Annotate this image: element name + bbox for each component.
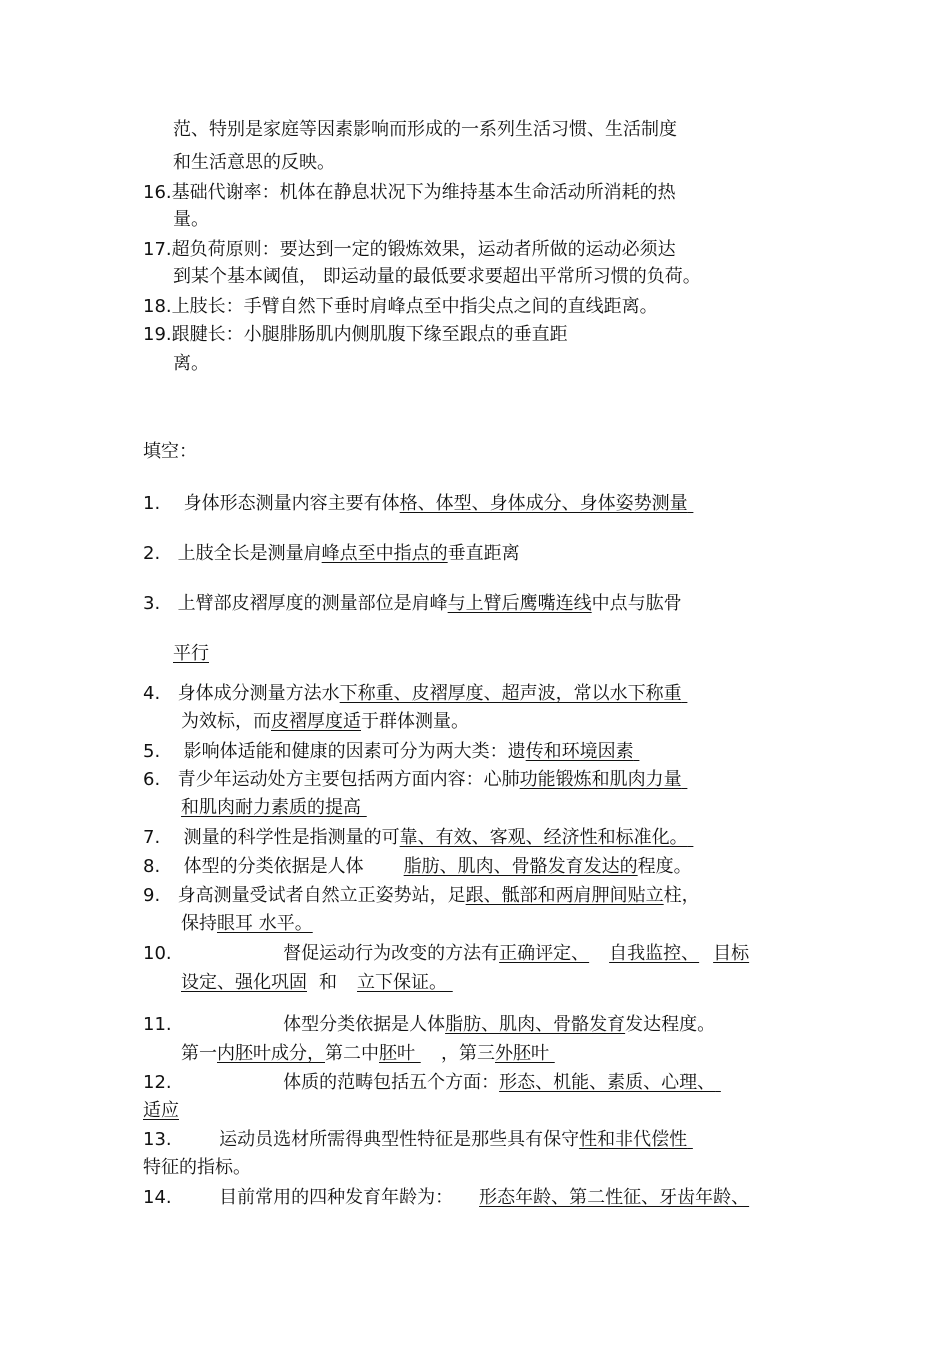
question-6 bbox=[143, 768, 730, 792]
question-text-end: 垂直距离 bbox=[447, 543, 520, 564]
question-text: 为效标，而 bbox=[181, 711, 271, 732]
question-number: 12. bbox=[143, 1072, 172, 1093]
question-text-end: 中点与肱骨 bbox=[591, 593, 682, 614]
answer-text: 眼耳 水平。 bbox=[217, 913, 313, 934]
answer-text: 跟、骶部和两肩胛间贴立 bbox=[465, 885, 664, 906]
definition-15-continuation: 和生活意思的反映。 bbox=[173, 152, 335, 173]
question-text-end: 于群体测量。 bbox=[361, 711, 469, 732]
question-text: 青少年运动处方主要包括两方面内容：心肺 bbox=[177, 769, 520, 790]
question-number: 6. bbox=[143, 769, 161, 790]
question-text: 体质的范畴包括五个方面： bbox=[283, 1072, 500, 1093]
question-3 bbox=[143, 592, 682, 616]
question-text-end: 发达程度。 bbox=[625, 1014, 716, 1035]
definition-15-continuation: 范、特别是家庭等因素影响而形成的一系列生活习惯、生活制度 bbox=[173, 119, 677, 140]
question-text: 身体形态测量内容主要有体 bbox=[183, 493, 400, 514]
question-1 bbox=[143, 492, 724, 516]
answer-text: 胚叶 bbox=[379, 1043, 415, 1064]
answer-text: 下称重、皮褶厚度、超声波，常以水下称重 bbox=[339, 683, 682, 704]
answer-text: 目标 bbox=[713, 943, 750, 964]
answer-text: 功能锻炼和肌肉力量 bbox=[519, 769, 682, 790]
answer-text: 脂肪、肌肉、骨骼发育发达的 bbox=[403, 856, 638, 877]
answer-text: 性和非代偿性 bbox=[579, 1129, 688, 1150]
question-number: 4. bbox=[143, 683, 161, 704]
question-text: 上肢全长是测量肩 bbox=[177, 543, 322, 564]
question-number: 10. bbox=[143, 943, 172, 964]
answer-text: 外胚叶 bbox=[495, 1043, 549, 1064]
definition-17: 17.超负荷原则：要达到一定的锻炼效果，运动者所做的运动必须达 bbox=[143, 239, 676, 260]
question-9-line2 bbox=[181, 912, 313, 936]
question-text: 身高测量受试者自然立正姿势站，足 bbox=[177, 885, 466, 906]
question-13 bbox=[143, 1128, 715, 1152]
question-text: 影响体适能和健康的因素可分为两大类：遗 bbox=[183, 741, 526, 762]
question-text: 身体成分测量方法水 bbox=[177, 683, 340, 704]
answer-text: 立下保证。 bbox=[357, 972, 447, 993]
answer-text: 正确评定、 bbox=[499, 943, 590, 964]
question-12 bbox=[143, 1071, 735, 1095]
answer-text: 自我监控、 bbox=[609, 943, 700, 964]
question-14 bbox=[143, 1186, 749, 1210]
question-number: 9. bbox=[143, 885, 161, 906]
question-text-end: 程度。 bbox=[637, 856, 692, 877]
question-text: 体型的分类依据是人体 bbox=[183, 856, 364, 877]
question-7 bbox=[143, 826, 712, 850]
question-number: 14. bbox=[143, 1187, 172, 1208]
answer-text: 和肌肉耐力素质的提高 bbox=[181, 797, 361, 818]
question-2 bbox=[143, 542, 520, 566]
question-number: 13. bbox=[143, 1129, 172, 1150]
answer-text: 形态、机能、素质、心理、 bbox=[499, 1072, 716, 1093]
question-6-line2 bbox=[181, 796, 373, 820]
question-text: 测量的科学性是指测量的可 bbox=[183, 827, 400, 848]
definition-19: 19.跟腱长：小腿腓肠肌内侧肌腹下缘至跟点的垂直距 bbox=[143, 324, 568, 345]
question-text: 上臂部皮褶厚度的测量部位是肩峰 bbox=[177, 593, 448, 614]
answer-text: 皮褶厚度适 bbox=[271, 711, 361, 732]
question-4-line2 bbox=[181, 710, 469, 734]
answer-text: 形态年龄、第二性征、牙齿年龄、 bbox=[479, 1187, 750, 1208]
answer-text: 脂肪、肌肉、骨骼发育 bbox=[445, 1014, 626, 1035]
question-text: 第一 bbox=[181, 1043, 217, 1064]
question-number: 11. bbox=[143, 1014, 172, 1035]
definition-18: 18.上肢长：手臂自然下垂时肩峰点至中指尖点之间的直线距离。 bbox=[143, 296, 658, 317]
question-9 bbox=[143, 884, 700, 908]
answer-text-line2: 适应 bbox=[143, 1100, 179, 1121]
question-8 bbox=[143, 855, 692, 879]
answer-text: 峰点至中指点的 bbox=[321, 543, 448, 564]
answer-text: 传和环境因素 bbox=[525, 741, 634, 762]
question-5 bbox=[143, 740, 670, 764]
answer-text: 与上臂后鹰嘴连线 bbox=[447, 593, 592, 614]
question-10-line2 bbox=[181, 971, 459, 995]
question-13-line2: 特征的指标。 bbox=[143, 1157, 251, 1178]
question-number: 8. bbox=[143, 856, 161, 877]
answer-text: 内胚叶成分， bbox=[217, 1043, 325, 1064]
question-number: 3. bbox=[143, 593, 161, 614]
section-heading: 填空： bbox=[143, 441, 197, 462]
question-text: 保持 bbox=[181, 913, 217, 934]
answer-text: 靠、有效、客观、经济性和标准化。 bbox=[399, 827, 688, 848]
answer-text: 设定、强化巩固 bbox=[181, 972, 307, 993]
question-text: 和 bbox=[319, 972, 337, 993]
question-number: 2. bbox=[143, 543, 161, 564]
question-11 bbox=[143, 1013, 715, 1037]
answer-text-line2: 平行 bbox=[173, 643, 209, 664]
definition-16-cont: 量。 bbox=[173, 209, 209, 230]
question-text: ，第三 bbox=[441, 1043, 495, 1064]
question-text: 体型分类依据是人体 bbox=[283, 1014, 446, 1035]
question-11-line2 bbox=[181, 1042, 561, 1066]
question-text: 运动员选材所需得典型性特征是那些具有保守 bbox=[219, 1129, 580, 1150]
question-number: 7. bbox=[143, 827, 161, 848]
question-4 bbox=[143, 682, 730, 706]
question-number: 1. bbox=[143, 493, 161, 514]
question-number: 5. bbox=[143, 741, 161, 762]
question-text-end: 柱， bbox=[663, 885, 700, 906]
answer-text: 格、体型、身体成分、身体姿势测量 bbox=[399, 493, 688, 514]
question-text: 督促运动行为改变的方法有 bbox=[283, 943, 500, 964]
question-text: 第二中 bbox=[325, 1043, 379, 1064]
question-text: 目前常用的四种发育年龄为： bbox=[219, 1187, 454, 1208]
definition-16: 16.基础代谢率：机体在静息状况下为维持基本生命活动所消耗的热 bbox=[143, 182, 676, 203]
definition-17-cont: 到某个基本阈值， 即运动量的最低要求要超出平常所习惯的负荷。 bbox=[173, 266, 701, 287]
definition-19-cont: 离。 bbox=[173, 353, 209, 374]
question-10 bbox=[143, 942, 749, 966]
